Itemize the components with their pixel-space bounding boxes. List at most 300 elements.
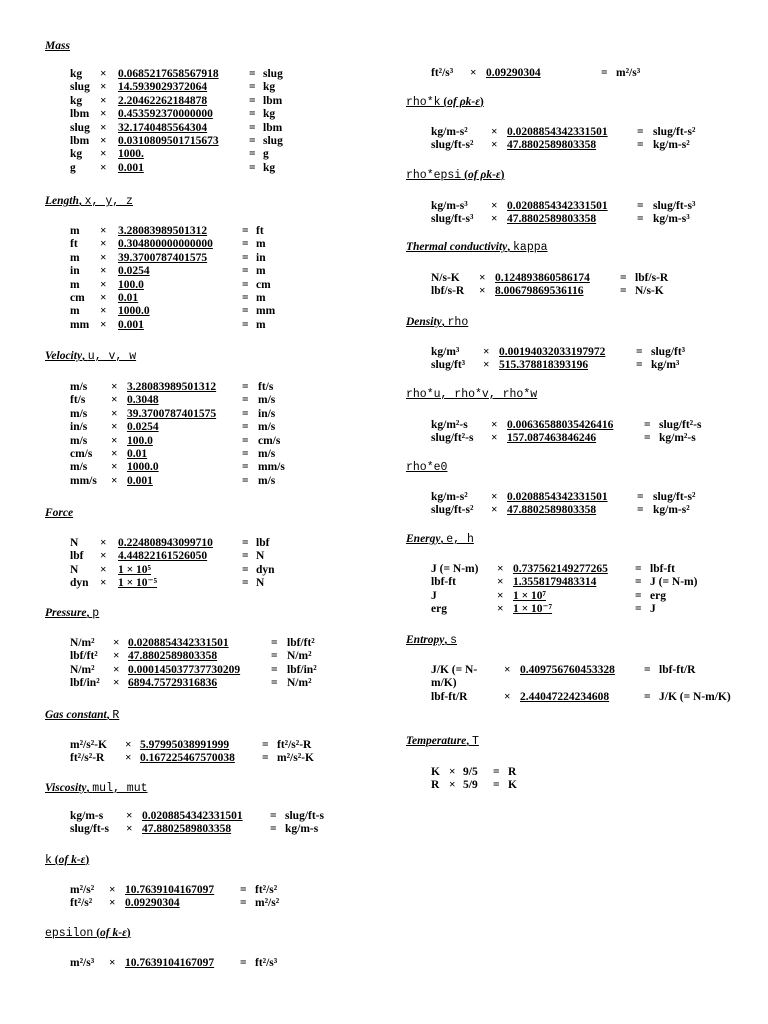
conversion-factor: 0.0208854342331501 <box>507 491 608 503</box>
multiply-sign: × <box>491 504 498 517</box>
conversion-factor: 6894.75729316836 <box>128 677 218 690</box>
conversion-factor: 0.00636588035426416 <box>507 419 614 431</box>
conversion-factor: 0.001 <box>118 318 144 331</box>
from-unit: N/m² <box>70 663 95 676</box>
from-unit: lbf <box>70 550 84 563</box>
conversion-factor: 10.7639104167097 <box>125 884 215 896</box>
conversion-factor: 0.737562149277265 <box>513 563 608 575</box>
to-unit: ft <box>256 225 264 237</box>
to-unit: cm <box>256 278 271 291</box>
from-unit: N <box>70 563 79 576</box>
conversion-factor: 47.8802589803358 <box>507 139 597 152</box>
section-heading: Pressure, p <box>45 607 100 620</box>
multiply-sign: × <box>479 272 486 284</box>
equals-sign: = <box>249 108 256 121</box>
equals-sign: = <box>242 305 249 318</box>
from-unit: cm/s <box>70 447 93 460</box>
to-unit: K <box>508 779 517 792</box>
section-heading: Entropy, s <box>406 634 457 647</box>
equals-sign: = <box>262 752 269 765</box>
section-name: Viscosity <box>45 782 87 794</box>
from-unit: kg/m²-s <box>431 419 468 431</box>
equals-sign: = <box>249 81 256 94</box>
to-unit: m <box>256 318 266 331</box>
multiply-sign: × <box>126 823 133 836</box>
from-unit: ft²/s² <box>70 897 93 910</box>
equals-sign: = <box>242 577 249 590</box>
equals-sign: = <box>240 897 247 910</box>
to-unit: m/s <box>258 421 276 434</box>
conversion-factor: 1000.0 <box>118 305 150 318</box>
to-unit: kg/m²-s <box>659 432 696 445</box>
multiply-sign: × <box>483 346 490 358</box>
to-unit: cm/s <box>258 434 281 447</box>
to-unit: ft²/s³ <box>255 957 278 969</box>
conversion-factor: 515.378818393196 <box>499 359 589 372</box>
from-unit: m²/s³ <box>70 957 95 969</box>
conversion-factor: 3.28083989501312 <box>118 225 208 237</box>
from-unit: J/K (= N-m/K) <box>431 664 478 690</box>
to-unit: kg <box>263 81 276 94</box>
to-unit: m/s <box>258 394 276 407</box>
multiply-sign: × <box>111 447 118 460</box>
equals-sign: = <box>242 238 249 251</box>
conversion-factor: 0.3048 <box>127 394 159 407</box>
equals-sign: = <box>620 272 627 284</box>
multiply-sign: × <box>479 285 486 298</box>
from-unit: m²/s² <box>70 884 95 896</box>
equals-sign: = <box>637 139 644 152</box>
equals-sign: = <box>249 148 256 161</box>
equals-sign: = <box>635 589 642 602</box>
section-name: Force <box>45 507 74 519</box>
section-context: of k-ε <box>100 927 127 939</box>
from-unit: dyn <box>70 577 89 590</box>
conversion-factor: 39.3700787401575 <box>118 251 208 264</box>
multiply-sign: × <box>111 381 118 393</box>
from-unit: kg/m-s² <box>431 126 468 138</box>
to-unit: mm/s <box>258 461 285 474</box>
section-name: Velocity <box>45 350 83 362</box>
to-unit: ft²/s²-R <box>277 739 312 751</box>
to-unit: kg/m-s <box>285 823 319 836</box>
equals-sign: = <box>242 474 249 487</box>
equals-sign: = <box>242 447 249 460</box>
section-name: Mass <box>45 40 70 52</box>
multiply-sign: × <box>100 134 107 147</box>
to-unit: kg/m³ <box>651 359 680 372</box>
multiply-sign: × <box>100 291 107 304</box>
multiply-sign: × <box>491 419 498 431</box>
equals-sign: = <box>271 677 278 690</box>
conversion-factor: 1 × 10⁵ <box>118 563 152 576</box>
conversion-factor: 47.8802589803358 <box>142 823 232 836</box>
equals-sign: = <box>242 278 249 291</box>
equals-sign: = <box>637 200 644 212</box>
section-name: Thermal conductivity <box>406 241 508 253</box>
conversion-factor: 0.409756760453328 <box>520 664 615 676</box>
section-heading <box>406 388 537 401</box>
to-unit: kg <box>263 108 276 121</box>
from-unit: mm <box>70 318 90 331</box>
from-unit: in/s <box>70 421 88 434</box>
from-unit: slug/ft³ <box>431 359 466 372</box>
section-heading: rho*k (of ρk-ε) <box>406 96 484 109</box>
conversion-factor: 0.09290304 <box>125 897 180 910</box>
from-unit: N/m² <box>70 637 95 649</box>
conversion-factor: 8.00679869536116 <box>495 285 584 298</box>
equals-sign: = <box>637 491 644 503</box>
section-variables: u, v, w <box>87 350 137 363</box>
from-unit: R <box>431 779 440 792</box>
equals-sign: = <box>242 318 249 331</box>
to-unit: m/s <box>258 474 276 487</box>
equals-sign: = <box>601 67 608 79</box>
equals-sign: = <box>262 739 269 751</box>
to-unit: slug/ft²-s <box>659 419 702 431</box>
multiply-sign: × <box>109 897 116 910</box>
multiply-sign: × <box>100 94 107 107</box>
conversion-factor: 1000. <box>118 148 144 161</box>
equals-sign: = <box>242 265 249 278</box>
multiply-sign: × <box>497 576 504 589</box>
section-variables: mul, mut <box>92 782 148 795</box>
conversion-factor: 0.0208854342331501 <box>507 200 608 212</box>
section-name: Length <box>45 195 79 207</box>
to-unit: ft/s <box>258 381 274 393</box>
multiply-sign: × <box>504 664 511 676</box>
equals-sign: = <box>493 779 500 792</box>
conversion-factor: 5.97995038991999 <box>140 739 230 751</box>
multiply-sign: × <box>100 265 107 278</box>
multiply-sign: × <box>491 432 498 445</box>
multiply-sign: × <box>125 739 132 751</box>
multiply-sign: × <box>100 161 107 174</box>
equals-sign: = <box>636 346 643 358</box>
multiply-sign: × <box>504 690 511 703</box>
conversion-factor: 0.00194032033197972 <box>499 346 606 358</box>
from-unit: K <box>431 766 440 778</box>
section-variables: T <box>472 735 479 748</box>
multiply-sign: × <box>113 677 120 690</box>
from-unit: mm/s <box>70 474 97 487</box>
multiply-sign: × <box>111 407 118 420</box>
conversion-factor: 0.0254 <box>127 421 159 434</box>
equals-sign: = <box>242 421 249 434</box>
section-heading: Thermal conductivity, kappa <box>406 241 548 254</box>
conversion-factor: 2.20462262184878 <box>118 94 208 107</box>
section-heading: Length, x, y, z <box>45 195 133 208</box>
from-unit: lbf/ft² <box>70 650 98 663</box>
conversion-factor: 32.1740485564304 <box>118 121 208 134</box>
section-variables: rho*e0 <box>406 461 448 474</box>
section-heading: Density, rho <box>406 316 469 329</box>
conversion-factor: 0.09290304 <box>486 67 541 79</box>
multiply-sign: × <box>111 434 118 447</box>
from-unit: m <box>70 305 80 318</box>
section-heading: Temperature, T <box>406 735 479 748</box>
multiply-sign: × <box>100 537 107 549</box>
multiply-sign: × <box>497 563 504 575</box>
conversion-factor: 0.0685217658567918 <box>118 68 219 80</box>
multiply-sign: × <box>100 238 107 251</box>
from-unit: ft <box>70 238 78 251</box>
from-unit: m/s <box>70 381 88 393</box>
conversion-factor: 39.3700787401575 <box>127 407 217 420</box>
to-unit: slug/ft-s² <box>653 126 696 138</box>
section-heading: rho*epsi (of ρk-ε) <box>406 169 505 182</box>
to-unit: slug <box>263 134 283 147</box>
conversion-factor: 47.8802589803358 <box>128 650 218 663</box>
conversion-factor: 5/9 <box>463 779 478 792</box>
multiply-sign: × <box>491 200 498 212</box>
to-unit: kg/m-s³ <box>653 213 690 226</box>
to-unit: kg/m-s² <box>653 504 690 517</box>
multiply-sign: × <box>100 121 107 134</box>
to-unit: m²/s²-K <box>277 752 314 765</box>
to-unit: m/s <box>258 447 276 460</box>
equals-sign: = <box>242 225 249 237</box>
section-heading: k (of k-ε) <box>45 854 90 867</box>
equals-sign: = <box>242 251 249 264</box>
to-unit: J/K (= N-m/K) <box>659 690 731 703</box>
conversion-factor: 157.087463846246 <box>507 432 597 445</box>
multiply-sign: × <box>100 278 107 291</box>
conversion-factor: 1000.0 <box>127 461 159 474</box>
to-unit: slug/ft-s <box>285 810 324 822</box>
from-unit: slug/ft-s² <box>431 139 474 152</box>
equals-sign: = <box>242 291 249 304</box>
section-heading: Energy, e, h <box>406 533 474 546</box>
to-unit: N <box>256 550 265 563</box>
from-unit: m/s <box>70 407 88 420</box>
from-unit: cm <box>70 291 85 304</box>
from-unit: lbf/s-R <box>431 285 465 298</box>
equals-sign: = <box>644 419 651 431</box>
equals-sign: = <box>242 407 249 420</box>
to-unit: m²/s³ <box>616 67 641 79</box>
to-unit: kg <box>263 161 276 174</box>
section-name: Temperature <box>406 735 467 747</box>
from-unit: lbm <box>70 108 90 121</box>
section-heading: Gas constant, R <box>45 709 120 722</box>
section-heading <box>406 461 447 474</box>
to-unit: m²/s² <box>255 897 280 910</box>
multiply-sign: × <box>491 213 498 226</box>
equals-sign: = <box>271 650 278 663</box>
equals-sign: = <box>242 550 249 563</box>
multiply-sign: × <box>111 474 118 487</box>
equals-sign: = <box>249 134 256 147</box>
equals-sign: = <box>637 126 644 138</box>
equals-sign: = <box>637 213 644 226</box>
conversion-factor: 47.8802589803358 <box>507 213 597 226</box>
multiply-sign: × <box>100 318 107 331</box>
from-unit: kg <box>70 148 83 161</box>
multiply-sign: × <box>449 766 456 778</box>
to-unit: slug/ft³ <box>651 346 686 358</box>
conversion-factor: 1 × 10⁻⁷ <box>513 603 553 616</box>
multiply-sign: × <box>100 68 107 80</box>
from-unit: kg <box>70 94 83 107</box>
conversion-factor: 0.001 <box>127 474 153 487</box>
from-unit: N <box>70 537 79 549</box>
conversion-factor: 0.124893860586174 <box>495 272 590 284</box>
equals-sign: = <box>644 664 651 676</box>
conversion-factor: 1.3558179483314 <box>513 576 597 589</box>
multiply-sign: × <box>113 663 120 676</box>
equals-sign: = <box>242 381 249 393</box>
section-variables: epsilon <box>45 927 94 940</box>
from-unit: ft²/s²-R <box>70 752 105 765</box>
conversion-factor: 9/5 <box>463 766 478 778</box>
conversion-factor: 0.000145037737730209 <box>128 663 241 676</box>
to-unit: slug/ft-s² <box>653 491 696 503</box>
to-unit: N <box>256 577 265 590</box>
to-unit: lbf/in² <box>287 663 317 676</box>
equals-sign: = <box>635 603 642 616</box>
section-variables: k <box>45 854 52 867</box>
to-unit: N/s-K <box>635 285 664 298</box>
equals-sign: = <box>240 884 247 896</box>
section-variables: p <box>92 607 100 620</box>
section-variables: kappa <box>513 241 548 254</box>
conversion-factor: 100.0 <box>118 278 144 291</box>
multiply-sign: × <box>113 637 120 649</box>
to-unit: N/m² <box>287 650 312 663</box>
section-variables: rho*k <box>406 96 441 109</box>
section-context: of ρk-ε <box>447 96 480 108</box>
equals-sign: = <box>242 563 249 576</box>
section-variables: x, y, z <box>84 195 133 208</box>
to-unit: J <box>650 603 656 616</box>
equals-sign: = <box>644 432 651 445</box>
equals-sign: = <box>636 359 643 372</box>
multiply-sign: × <box>497 603 504 616</box>
conversion-factor: 100.0 <box>127 434 153 447</box>
from-unit: slug/ft-s² <box>431 504 474 517</box>
from-unit: m <box>70 225 80 237</box>
section-variables: rho <box>447 316 469 329</box>
section-context: of k-ε <box>58 854 86 866</box>
conversion-factor: 0.167225467570038 <box>140 752 235 765</box>
equals-sign: = <box>635 576 642 589</box>
multiply-sign: × <box>491 491 498 503</box>
section-variables: e, h <box>446 533 474 546</box>
conversion-factor: 1 × 10⁻⁵ <box>118 577 158 590</box>
equals-sign: = <box>637 504 644 517</box>
to-unit: kg/m-s² <box>653 139 690 152</box>
from-unit: lbf-ft/R <box>431 690 468 703</box>
equals-sign: = <box>249 94 256 107</box>
conversion-factor: 0.001 <box>118 161 144 174</box>
equals-sign: = <box>493 766 500 778</box>
from-unit: m/s <box>70 461 88 474</box>
from-unit: kg/m-s² <box>431 491 468 503</box>
multiply-sign: × <box>470 67 477 79</box>
from-unit: ft²/s³ <box>431 67 454 79</box>
to-unit: erg <box>650 589 666 602</box>
multiply-sign: × <box>100 550 107 563</box>
from-unit: J <box>431 589 437 602</box>
to-unit: dyn <box>256 563 275 576</box>
to-unit: slug <box>263 68 283 80</box>
multiply-sign: × <box>100 251 107 264</box>
to-unit: R <box>508 766 517 778</box>
from-unit: kg/m-s <box>70 810 104 822</box>
from-unit: slug/ft-s³ <box>431 213 474 226</box>
conversion-factor: 0.0310809501715673 <box>118 134 219 147</box>
multiply-sign: × <box>100 225 107 237</box>
from-unit: lbm <box>70 134 90 147</box>
to-unit: in/s <box>258 407 276 420</box>
equals-sign: = <box>270 810 277 822</box>
to-unit: m <box>256 238 266 251</box>
multiply-sign: × <box>100 305 107 318</box>
multiply-sign: × <box>100 563 107 576</box>
to-unit: lbf/ft² <box>287 637 315 649</box>
conversion-factor: 0.0208854342331501 <box>507 126 608 138</box>
section-name: Gas constant <box>45 709 107 721</box>
conversion-factor: 0.0208854342331501 <box>142 810 243 822</box>
from-unit: lbf/in² <box>70 677 100 690</box>
equals-sign: = <box>242 461 249 474</box>
equals-sign: = <box>249 161 256 174</box>
multiply-sign: × <box>109 884 116 896</box>
equals-sign: = <box>249 68 256 80</box>
multiply-sign: × <box>125 752 132 765</box>
section-heading: Viscosity, mul, mut <box>45 782 148 795</box>
conversion-factor: 0.01 <box>118 291 139 304</box>
multiply-sign: × <box>111 461 118 474</box>
section-variables: rho*u, rho*v, rho*w <box>406 388 538 401</box>
section-context: of ρk-ε <box>467 169 501 181</box>
multiply-sign: × <box>100 148 107 161</box>
to-unit: mm <box>256 305 276 318</box>
to-unit: lbm <box>263 94 283 107</box>
from-unit: ft/s <box>70 394 86 407</box>
to-unit: N/m² <box>287 677 312 690</box>
to-unit: lbf/s-R <box>635 272 669 284</box>
conversion-factor: 1 × 10⁷ <box>513 589 547 602</box>
conversion-factor: 10.7639104167097 <box>125 957 215 969</box>
conversion-factor: 47.8802589803358 <box>507 504 597 517</box>
multiply-sign: × <box>100 108 107 121</box>
to-unit: ft²/s² <box>255 884 278 896</box>
multiply-sign: × <box>497 589 504 602</box>
from-unit: kg/m-s³ <box>431 200 468 212</box>
multiply-sign: × <box>100 577 107 590</box>
equals-sign: = <box>240 957 247 969</box>
to-unit: m <box>256 291 266 304</box>
section-name: Entropy <box>406 634 445 646</box>
from-unit: m²/s²-K <box>70 739 107 751</box>
from-unit: N/s-K <box>431 272 460 284</box>
to-unit: lbf-ft/R <box>659 664 696 676</box>
equals-sign: = <box>242 394 249 407</box>
equals-sign: = <box>620 285 627 298</box>
from-unit: slug/ft²-s <box>431 432 474 445</box>
to-unit: lbf-ft <box>650 563 675 575</box>
equals-sign: = <box>249 121 256 134</box>
multiply-sign: × <box>491 126 498 138</box>
from-unit: g <box>70 161 76 174</box>
from-unit: erg <box>431 603 447 616</box>
to-unit: lbf <box>256 537 270 549</box>
from-unit: m/s <box>70 434 88 447</box>
equals-sign: = <box>635 563 642 575</box>
equals-sign: = <box>270 823 277 836</box>
